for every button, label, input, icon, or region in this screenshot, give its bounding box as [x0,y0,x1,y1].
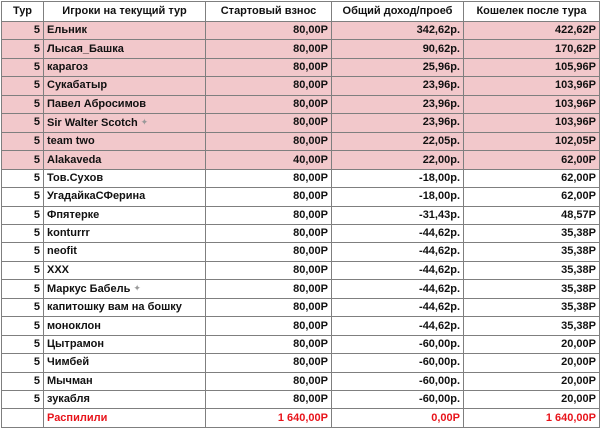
total-tour [2,409,44,427]
tour-cell [2,261,44,279]
wallet-value: 35,38Р [561,282,596,295]
tour-cell [2,169,44,187]
wallet-value: 35,38Р [561,319,596,332]
player-value: Мычман [47,374,93,387]
player-value: зукабля [47,393,90,406]
tour-value: 5 [33,24,40,37]
fee-cell [206,95,332,113]
income-cell [332,224,464,242]
income-value: -18,00р. [419,190,460,203]
wallet-value: 35,38Р [561,245,596,258]
player-cell [44,113,206,132]
results-table [1,1,600,428]
income-cell [332,299,464,317]
wallet-value: 35,38Р [561,301,596,314]
total-label: Распилили [44,409,206,427]
table-row [2,280,600,299]
fee-cell [206,132,332,150]
wallet-cell [464,243,600,261]
player-value: моноклон [47,319,101,332]
player-value: team two [47,135,95,148]
wallet-cell [464,151,600,169]
player-cell [44,58,206,76]
income-cell [332,132,464,150]
wallet-cell [464,317,600,335]
income-cell [332,113,464,132]
income-value: 22,05р. [422,135,460,148]
income-value: 22,00р. [422,153,460,166]
tour-value: 5 [33,319,40,332]
fee-cell [206,169,332,187]
fee-cell [206,40,332,58]
tour-value: 5 [33,301,40,314]
table-row [2,151,600,169]
fee-value: 80,00Р [293,42,328,55]
tour-value: 5 [33,374,40,387]
income-cell [332,22,464,40]
wallet-value: 422,62Р [555,24,596,37]
tour-cell [2,58,44,76]
fee-cell [206,335,332,353]
fee-value: 80,00Р [293,116,328,129]
income-cell [332,95,464,113]
star-icon: ✦ [133,283,141,294]
wallet-cell [464,40,600,58]
tour-value: 5 [33,171,40,184]
fee-value: 40,00Р [293,153,328,166]
wallet-cell [464,391,600,409]
table-row [2,206,600,224]
income-cell [332,243,464,261]
wallet-value: 103,96Р [555,79,596,92]
player-value: УгадайкаСФерина [47,190,146,203]
fee-cell [206,317,332,335]
wallet-value: 62,00Р [561,153,596,166]
table-row [2,22,600,40]
tour-cell [2,391,44,409]
income-cell [332,280,464,299]
tour-value: 5 [33,60,40,73]
player-value: Sir Walter Scotch [47,116,138,129]
income-cell [332,58,464,76]
fee-cell [206,22,332,40]
fee-cell [206,243,332,261]
income-cell [332,372,464,390]
player-cell [44,224,206,242]
income-cell [332,317,464,335]
income-value: 90,62р. [422,42,460,55]
fee-cell [206,261,332,279]
header-tour: Тур [2,2,44,22]
wallet-cell [464,206,600,224]
income-value: -44,62р. [419,319,460,332]
fee-cell [206,206,332,224]
wallet-value: 105,96Р [555,60,596,73]
income-value: 23,96р. [422,79,460,92]
fee-value: 80,00Р [293,227,328,240]
income-value: -44,62р. [419,227,460,240]
tour-value: 5 [33,135,40,148]
header-income: Общий доход/проеб [332,2,464,22]
income-value: -44,62р. [419,301,460,314]
tour-value: 5 [33,338,40,351]
wallet-cell [464,188,600,206]
tour-cell [2,206,44,224]
wallet-cell [464,22,600,40]
tour-value: 5 [33,227,40,240]
wallet-cell [464,113,600,132]
fee-value: 80,00Р [293,135,328,148]
fee-cell [206,151,332,169]
table-row [2,40,600,58]
table-row [2,335,600,353]
table-row [2,317,600,335]
income-value: -44,62р. [419,263,460,276]
wallet-value: 20,00Р [561,374,596,387]
player-value: капитошку вам на бошку [47,301,182,314]
tour-cell [2,224,44,242]
tour-cell [2,40,44,58]
player-value: Alakaveda [47,153,102,166]
fee-value: 80,00Р [293,374,328,387]
player-value: Цытрамон [47,338,105,351]
player-cell [44,40,206,58]
table-row [2,224,600,242]
player-value: neofit [47,245,77,258]
tour-cell [2,335,44,353]
income-cell [332,40,464,58]
tour-cell [2,95,44,113]
fee-cell [206,224,332,242]
wallet-value: 20,00Р [561,338,596,351]
player-value: Маркус Бабель [47,283,131,296]
wallet-cell [464,299,600,317]
income-cell [332,188,464,206]
table-row [2,261,600,279]
total-wallet: 1 640,00Р [464,409,600,427]
fee-cell [206,354,332,372]
table-row [2,299,600,317]
fee-cell [206,58,332,76]
player-value: Павел Абросимов [47,97,147,110]
income-value: -60,00р. [419,374,460,387]
wallet-cell [464,354,600,372]
tour-value: 5 [33,356,40,369]
fee-cell [206,77,332,95]
tour-value: 5 [33,42,40,55]
fee-value: 80,00Р [293,60,328,73]
fee-cell [206,391,332,409]
tour-cell [2,372,44,390]
player-value: XXX [47,263,70,276]
header-fee: Стартовый взнос [206,2,332,22]
tour-cell [2,280,44,299]
wallet-value: 20,00Р [561,356,596,369]
income-cell [332,391,464,409]
income-value: -60,00р. [419,393,460,406]
player-value: карагоз [47,60,88,73]
fee-value: 80,00Р [293,338,328,351]
table-body [2,22,600,409]
table-row [2,77,600,95]
fee-cell [206,113,332,132]
table-row [2,113,600,132]
table-row [2,243,600,261]
table-row [2,169,600,187]
income-value: 23,96р. [422,97,460,110]
player-value: Ельник [47,24,87,37]
player-value: Чимбей [47,356,90,369]
table-row [2,391,600,409]
player-value: Фпятерке [47,208,100,221]
tour-value: 5 [33,282,40,295]
wallet-cell [464,372,600,390]
header-player: Игроки на текущий тур [44,2,206,22]
fee-value: 80,00Р [293,319,328,332]
tour-value: 5 [33,393,40,406]
player-cell [44,372,206,390]
fee-value: 80,00Р [293,356,328,369]
fee-cell [206,188,332,206]
fee-value: 80,00Р [293,245,328,258]
player-cell [44,188,206,206]
wallet-cell [464,132,600,150]
wallet-cell [464,77,600,95]
fee-value: 80,00Р [293,301,328,314]
header-wallet: Кошелек после тура [464,2,600,22]
player-cell [44,391,206,409]
total-income: 0,00Р [332,409,464,427]
player-value: Сукабатыр [47,79,108,92]
player-cell [44,335,206,353]
fee-value: 80,00Р [293,97,328,110]
player-cell [44,317,206,335]
fee-cell [206,372,332,390]
fee-cell [206,280,332,299]
tour-value: 5 [33,153,40,166]
table-row [2,354,600,372]
tour-cell [2,243,44,261]
player-cell [44,280,206,299]
fee-value: 80,00Р [293,263,328,276]
income-cell [332,261,464,279]
player-cell [44,77,206,95]
tour-value: 5 [33,79,40,92]
player-cell [44,243,206,261]
wallet-value: 170,62Р [555,42,596,55]
wallet-cell [464,280,600,299]
wallet-value: 20,00Р [561,393,596,406]
tour-cell [2,188,44,206]
income-value: 25,96р. [422,60,460,73]
income-value: 23,96р. [422,116,460,129]
tour-value: 5 [33,208,40,221]
tour-cell [2,354,44,372]
fee-value: 80,00Р [293,190,328,203]
star-icon: ✦ [140,116,149,127]
income-value: -18,00р. [419,171,460,184]
income-cell [332,151,464,169]
tour-value: 5 [33,263,40,276]
total-row [2,409,600,427]
income-cell [332,206,464,224]
tour-cell [2,113,44,132]
player-cell [44,169,206,187]
income-value: -60,00р. [419,356,460,369]
header-row [2,2,600,22]
wallet-value: 102,05Р [555,135,596,148]
income-value: -60,00р. [419,338,460,351]
wallet-value: 35,38Р [561,263,596,276]
wallet-cell [464,224,600,242]
table-row [2,95,600,113]
wallet-cell [464,58,600,76]
tour-cell [2,317,44,335]
player-cell [44,22,206,40]
wallet-value: 103,96Р [555,116,596,129]
wallet-cell [464,95,600,113]
income-value: -31,43р. [419,208,460,221]
tour-value: 5 [33,97,40,110]
tour-cell [2,151,44,169]
fee-value: 80,00Р [293,208,328,221]
table-row [2,58,600,76]
fee-cell [206,299,332,317]
income-cell [332,77,464,95]
table-row [2,132,600,150]
fee-value: 80,00Р [293,393,328,406]
wallet-cell [464,169,600,187]
fee-value: 80,00Р [293,171,328,184]
tour-cell [2,77,44,95]
tour-cell [2,299,44,317]
player-cell [44,95,206,113]
player-cell [44,354,206,372]
fee-value: 80,00Р [293,282,328,295]
player-cell [44,261,206,279]
income-value: -44,62р. [419,245,460,258]
income-cell [332,169,464,187]
player-value: Тов.Сухов [47,171,104,184]
wallet-value: 103,96Р [555,97,596,110]
player-cell [44,151,206,169]
income-cell [332,354,464,372]
table-row [2,372,600,390]
player-cell [44,132,206,150]
wallet-value: 62,00Р [561,190,596,203]
total-fee: 1 640,00Р [206,409,332,427]
wallet-cell [464,261,600,279]
player-value: Лысая_Башка [47,42,124,55]
player-value: konturrr [47,227,90,240]
wallet-value: 35,38Р [561,227,596,240]
fee-value: 80,00Р [293,24,328,37]
income-value: 342,62р. [416,24,460,37]
tour-value: 5 [33,245,40,258]
income-cell [332,335,464,353]
wallet-value: 62,00Р [561,171,596,184]
table-row [2,188,600,206]
tour-value: 5 [33,190,40,203]
tour-cell [2,22,44,40]
income-value: -44,62р. [419,282,460,295]
player-cell [44,206,206,224]
tour-cell [2,132,44,150]
wallet-value: 48,57Р [561,208,596,221]
player-cell [44,299,206,317]
wallet-cell [464,335,600,353]
tour-value: 5 [33,116,40,129]
fee-value: 80,00Р [293,79,328,92]
